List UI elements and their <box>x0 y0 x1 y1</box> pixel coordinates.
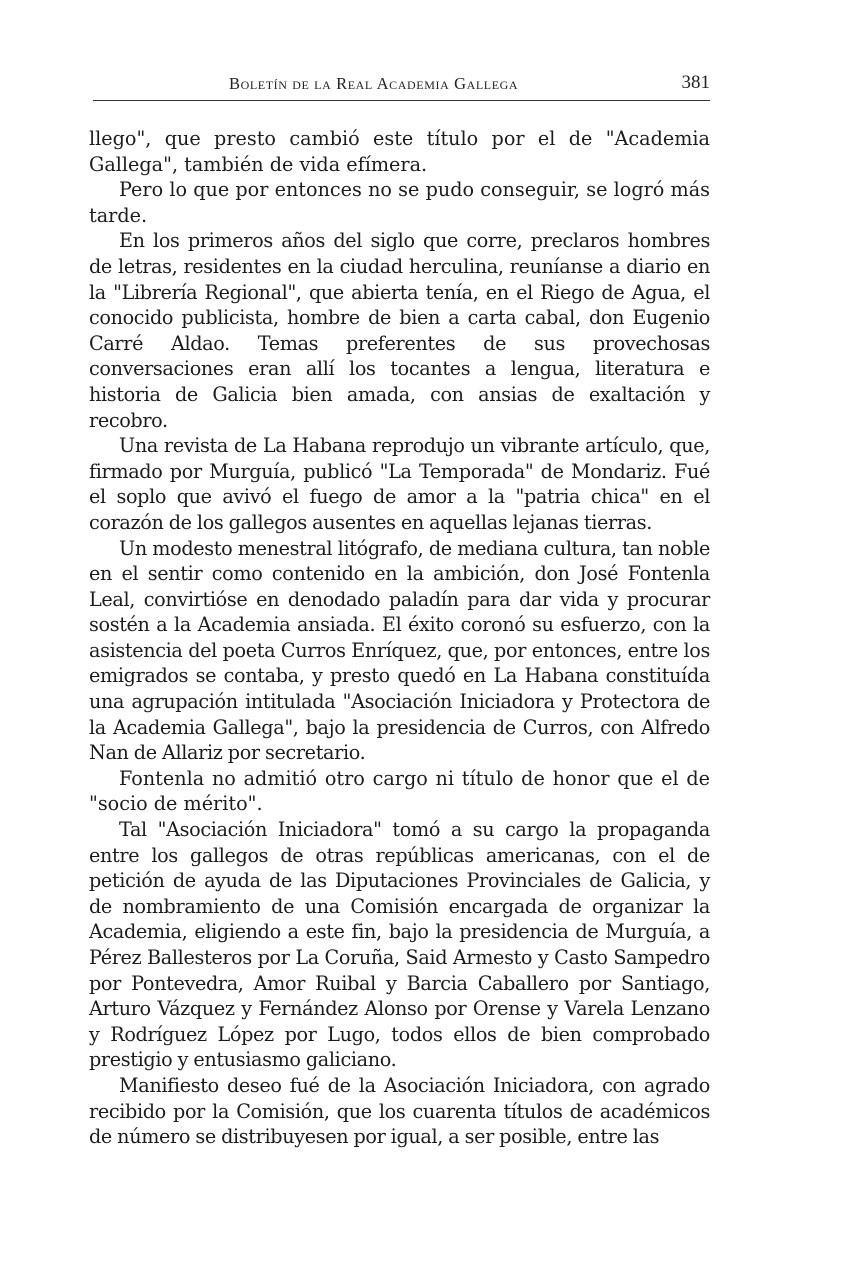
paragraph-socio-de-merito: Fontenla no admitió otro cargo ni título de honor que el de "socio de mérito". <box>89 766 710 816</box>
paragraph-continuation: llego", que presto cambió este título por el de "Academia Gallega", también de vida efímera. <box>89 127 710 176</box>
paragraph-revista-habana: Una revista de La Habana reprodujo un vibrante artículo, que, firmado por Murguía, publicó "La Temporada" de Mondariz. Fué el soplo que avivó el fuego de amor a la "patria chica" en el corazón de los gallegos ausentes en aquellas lejanas tierras. <box>89 434 710 534</box>
paragraph-manifiesto-deseo: Manifiesto deseo fué de la Asociación Iniciadora, con agrado recibido por la Comisión, que los cuarenta títulos de académicos de número se distribuyesen por igual, a ser posible, entre las <box>89 1073 710 1149</box>
body-text <box>89 126 710 1150</box>
paragraph-asociacion-iniciadora: Tal "Asociación Iniciadora" tomó a su cargo la propaganda entre los gallegos de otras repúblicas americanas, con el de petición de ayuda de las Diputaciones Provinciales de Galicia, y de nombramiento de una Comisión encargada de organizar la Academia, eligiendo a este fin, bajo la presidencia de Murguía, a Pérez Ballesteros por La Coruña, Said Armesto y Casto Sampedro por Pontevedra, Amor Ruibal y Barcia Caballero por Santiago, Arturo Vázquez y Fernández Alonso por Orense y Varela Lenzano y Rodríguez López por Lugo, todos ellos de bien comprobado prestigio y entusiasmo galiciano. <box>89 818 710 1072</box>
paragraph-libreria-regional: En los primeros años del siglo que corre, preclaros hombres de letras, residentes en la ciudad herculina, reuníanse a diario en la "Librería Regional", que abierta tenía, en el Riego de Agua, el conocido publicista, hombre de bien a carta cabal, don Eugenio Carré Aldao. Temas preferentes de sus provechosas conversaciones eran allí los tocantes a lengua, literatura e historia de Galicia bien amada, con ansias de exaltación y recobro. <box>89 229 710 432</box>
journal-title: Boletín de la Real Academia Gallega <box>229 74 519 93</box>
running-head <box>93 72 710 98</box>
header-rule <box>93 100 710 101</box>
paragraph-logro-mas-tarde: Pero lo que por entonces no se pudo conseguir, se logró más tarde. <box>89 178 710 227</box>
paragraph-fontenla-leal: Un modesto menestral litógrafo, de mediana cultura, tan noble en el sentir como contenido en la ambición, don José Fontenla Leal, convirtióse en denodado paladín para dar vida y procurar sostén a la Academia ansiada. El éxito coronó su esfuerzo, con la asistencia del poeta Curros Enríquez, que, por entonces, entre los emigrados se contaba, y presto quedó en La Habana constituída una agrupación intitulada "Asociación Iniciadora y Protectora de la Academia Gallega", bajo la presidencia de Curros, con Alfredo Nan de Allariz por secretario. <box>89 536 710 765</box>
page-number: 381 <box>681 72 710 93</box>
